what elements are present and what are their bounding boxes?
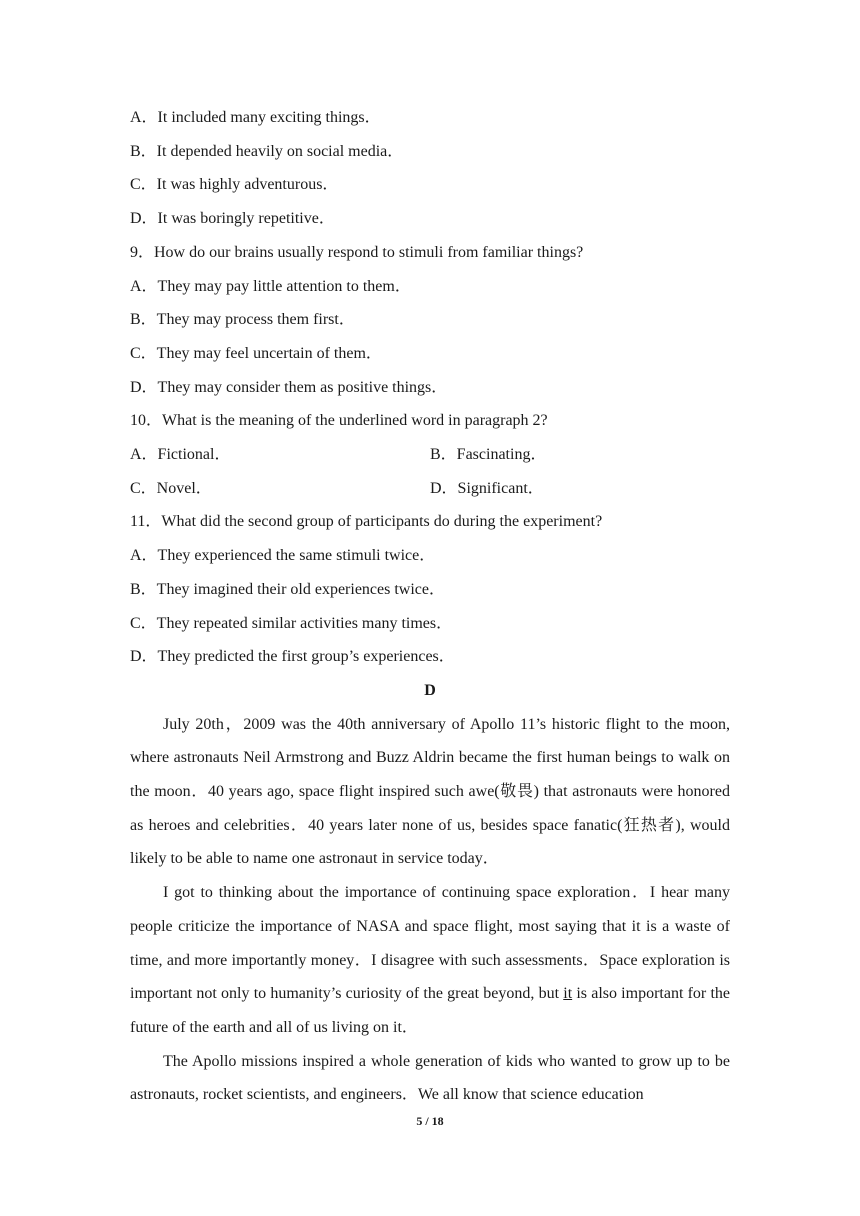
q11-option-c: C．They repeated similar activities many times． bbox=[130, 614, 453, 632]
q9-option-a: A．They may pay little attention to them． bbox=[130, 277, 411, 295]
q8-option-a: A．It included many exciting things． bbox=[130, 109, 381, 126]
q9-stem: 9．How do our brains usually respond to stimuli from familiar things? bbox=[130, 243, 584, 261]
page-content bbox=[130, 101, 730, 1112]
q10-option-a: A．Fictional． bbox=[130, 446, 231, 464]
q10-option-d: D．Significant． bbox=[430, 479, 544, 497]
q11-option-d: D．They predicted the first group’s experiences． bbox=[130, 648, 455, 666]
q10-option-c: C．Novel． bbox=[130, 479, 212, 497]
page-number: 5 / 18 bbox=[416, 1114, 444, 1128]
passage-paragraph-2 bbox=[130, 876, 730, 1045]
q8-option-c: C．It was highly adventurous． bbox=[130, 176, 339, 194]
paragraph-2-text-before: I got to thinking about the importance of continuing space exploration．I hear many people criticize the importance of NASA and space flight, most saying that it is a waste of time, and more importantly money．I disagree with such assessments．Space exploration is important not only to humanity’s curiosity of the great beyond, but bbox=[130, 884, 730, 1003]
q10-stem: 10．What is the meaning of the underlined word in paragraph 2? bbox=[130, 412, 548, 430]
q9-option-d: D．They may consider them as positive things． bbox=[130, 378, 448, 396]
q11-option-b: B．They imagined their old experiences twice． bbox=[130, 580, 446, 598]
q10-option-b: B．Fascinating． bbox=[430, 446, 547, 464]
q10-options-row-2 bbox=[130, 472, 730, 506]
paragraph-2-text-after: is also important for the future of the earth and all of us living on it． bbox=[130, 985, 731, 1036]
q10-options-row-1 bbox=[130, 438, 730, 472]
q8-option-b: B．It depended heavily on social media． bbox=[130, 142, 404, 160]
q9-option-b: B．They may process them first． bbox=[130, 311, 355, 329]
q11-option-a: A．They experienced the same stimuli twice． bbox=[130, 547, 436, 565]
q8-option-d: D．It was boringly repetitive． bbox=[130, 210, 335, 228]
passage-paragraph-1: July 20th，2009 was the 40th anniversary of Apollo 11’s historic flight to the moon, where astronauts Neil Armstrong and Buzz Aldrin became the first human beings to walk on the moon．40 years ago, space flight inspired such awe(敬畏) that astronauts were honored as heroes and celebrities．40 years later none of us, besides space fanatic(狂热者), would likely to be able to name one astronaut in service today． bbox=[130, 715, 730, 868]
q11-stem: 11．What did the second group of participants do during the experiment? bbox=[130, 513, 603, 531]
passage-paragraph-3: The Apollo missions inspired a whole generation of kids who wanted to grow up to be astronauts, rocket scientists, and engineers．We all know that science education bbox=[130, 1052, 730, 1104]
section-heading-d: D bbox=[424, 681, 436, 699]
q9-option-c: C．They may feel uncertain of them． bbox=[130, 344, 382, 362]
underlined-word: it bbox=[563, 985, 573, 1003]
